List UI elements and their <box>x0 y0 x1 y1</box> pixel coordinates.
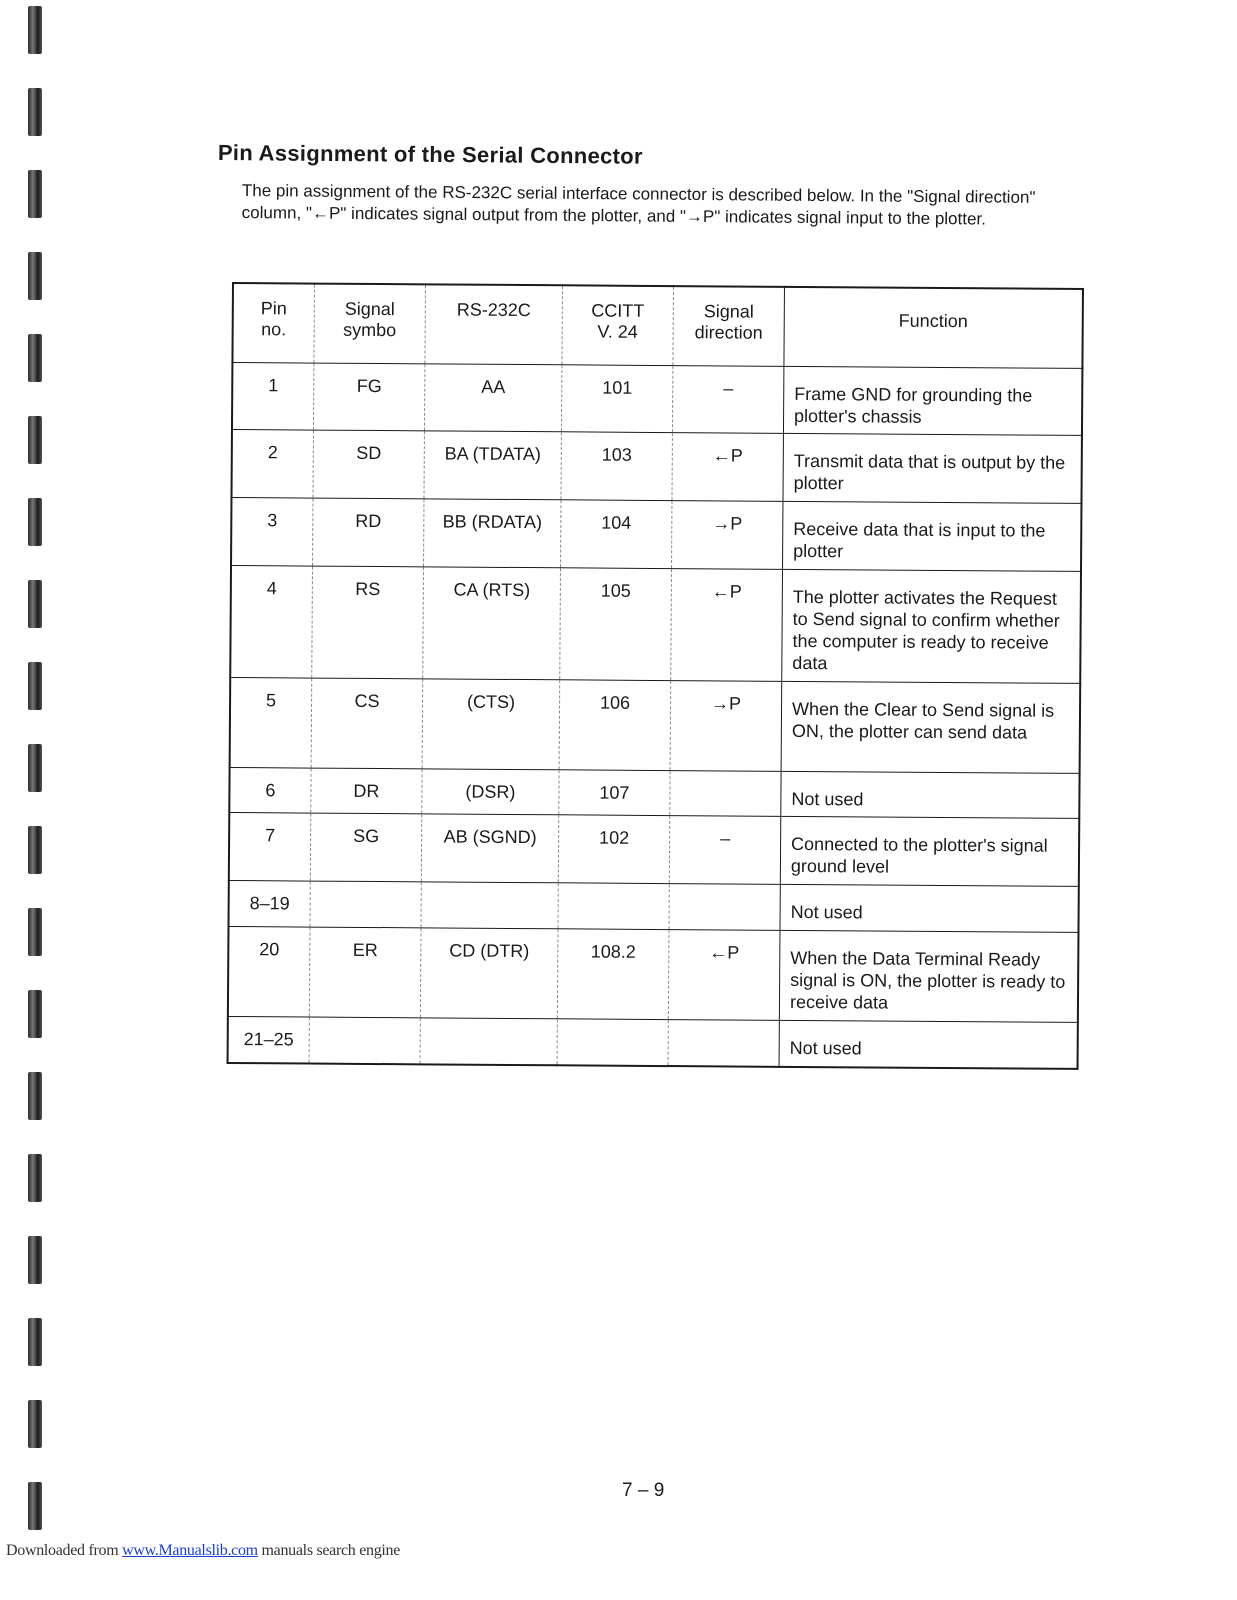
header-signal-symbol: Signal symbo <box>314 284 426 364</box>
table-row <box>228 926 1079 1022</box>
manualslib-link[interactable]: www.Manualslib.com <box>122 1542 258 1559</box>
cell-pin: 5 <box>230 677 312 768</box>
cell-ccitt: 104 <box>561 500 672 569</box>
cell-rs232c <box>420 1018 557 1065</box>
table-row <box>230 566 1081 684</box>
cell-symbol: SD <box>313 430 424 499</box>
table-row <box>231 498 1081 572</box>
cell-function: Frame GND for grounding the plotter's chassis <box>783 366 1082 435</box>
binding-holes <box>14 0 44 1560</box>
intro-paragraph: The pin assignment of the RS-232C serial interface connector is described below. In the "Signal direction" column, "←P" indicates signal output from the plotter, and "→P" indicates signal input to the plotter. <box>241 180 1036 229</box>
cell-symbol: SG <box>310 813 421 882</box>
cell-symbol <box>309 1017 420 1064</box>
download-footer <box>6 1542 400 1560</box>
cell-direction <box>668 1020 779 1067</box>
header-function: Function <box>784 287 1083 369</box>
cell-ccitt: 107 <box>559 770 670 816</box>
pin-table-container <box>227 282 1084 1069</box>
cell-direction <box>670 771 781 817</box>
footer-prefix: Downloaded from <box>6 1542 123 1559</box>
cell-rs232c: (CTS) <box>422 679 560 770</box>
cell-function: When the Clear to Send signal is ON, the plotter can send data <box>781 681 1080 773</box>
cell-pin: 8–19 <box>229 880 311 927</box>
cell-function: Receive data that is input to the plotter <box>783 501 1082 571</box>
cell-pin: 6 <box>229 767 311 813</box>
cell-function: Not used <box>779 1020 1078 1068</box>
table-row <box>232 363 1082 436</box>
cell-symbol: ER <box>309 927 421 1018</box>
cell-direction <box>669 884 780 931</box>
page-number: 7 – 9 <box>622 1480 665 1501</box>
pin-assignment-table <box>227 282 1084 1069</box>
cell-ccitt <box>557 1019 668 1066</box>
cell-symbol: RD <box>313 498 424 567</box>
cell-symbol <box>310 881 421 928</box>
table-row <box>230 677 1081 773</box>
cell-pin: 2 <box>231 430 313 499</box>
cell-function: Not used <box>781 771 1080 818</box>
cell-direction: →P <box>670 681 782 772</box>
table-header-row <box>232 283 1083 368</box>
cell-rs232c: BA (TDATA) <box>424 431 561 500</box>
cell-symbol: RS <box>312 566 424 679</box>
footer-suffix: manuals search engine <box>257 1542 401 1559</box>
header-ccitt: CCITT V. 24 <box>562 285 674 365</box>
cell-pin: 1 <box>232 363 314 431</box>
cell-ccitt: 106 <box>559 680 671 771</box>
cell-ccitt <box>558 883 669 930</box>
cell-symbol: CS <box>311 678 423 769</box>
cell-pin: 21–25 <box>243 1029 294 1050</box>
cell-direction: →P <box>672 501 783 570</box>
cell-rs232c <box>421 882 558 929</box>
header-pin-no: Pin no. <box>232 283 314 363</box>
cell-pin: 20 <box>228 926 310 1017</box>
cell-symbol: DR <box>311 768 422 814</box>
cell-ccitt: 105 <box>560 568 672 681</box>
cell-pin: 4 <box>230 566 312 679</box>
cell-function: The plotter activates the Request to Send signal to confirm whether the computer is ready to receive data <box>782 569 1081 683</box>
cell-direction: – <box>672 366 783 434</box>
cell-function: Connected to the plotter's signal ground level <box>780 816 1079 886</box>
table-row <box>228 1016 1078 1068</box>
cell-ccitt: 101 <box>561 365 672 433</box>
cell-rs232c: AA <box>424 364 561 432</box>
table-row <box>229 812 1079 886</box>
section-title: Pin Assignment of the Serial Connector <box>217 140 643 169</box>
table-row <box>231 430 1081 504</box>
cell-rs232c: (DSR) <box>422 769 559 815</box>
header-rs232c: RS-232C <box>425 284 563 364</box>
cell-ccitt: 102 <box>558 815 669 884</box>
cell-direction: ←P <box>671 569 783 682</box>
table-row <box>229 767 1079 818</box>
cell-rs232c: BB (RDATA) <box>424 499 561 568</box>
header-signal-direction: Signal direction <box>673 286 785 366</box>
cell-pin: 7 <box>229 812 311 881</box>
cell-ccitt: 108.2 <box>557 929 669 1020</box>
cell-direction: ←P <box>668 930 780 1021</box>
cell-function: Transmit data that is output by the plotter <box>783 433 1082 503</box>
cell-pin: 3 <box>231 498 313 567</box>
cell-function: Not used <box>780 884 1079 932</box>
table-row <box>229 880 1079 932</box>
cell-rs232c: CA (RTS) <box>423 567 561 680</box>
cell-ccitt: 103 <box>561 432 672 501</box>
cell-symbol: FG <box>313 363 424 431</box>
cell-rs232c: CD (DTR) <box>420 928 558 1019</box>
cell-function: When the Data Terminal Ready signal is ON, the plotter is ready to receive data <box>779 930 1078 1022</box>
cell-direction: – <box>669 816 780 885</box>
cell-rs232c: AB (SGND) <box>421 814 558 883</box>
cell-direction: ←P <box>672 433 783 502</box>
